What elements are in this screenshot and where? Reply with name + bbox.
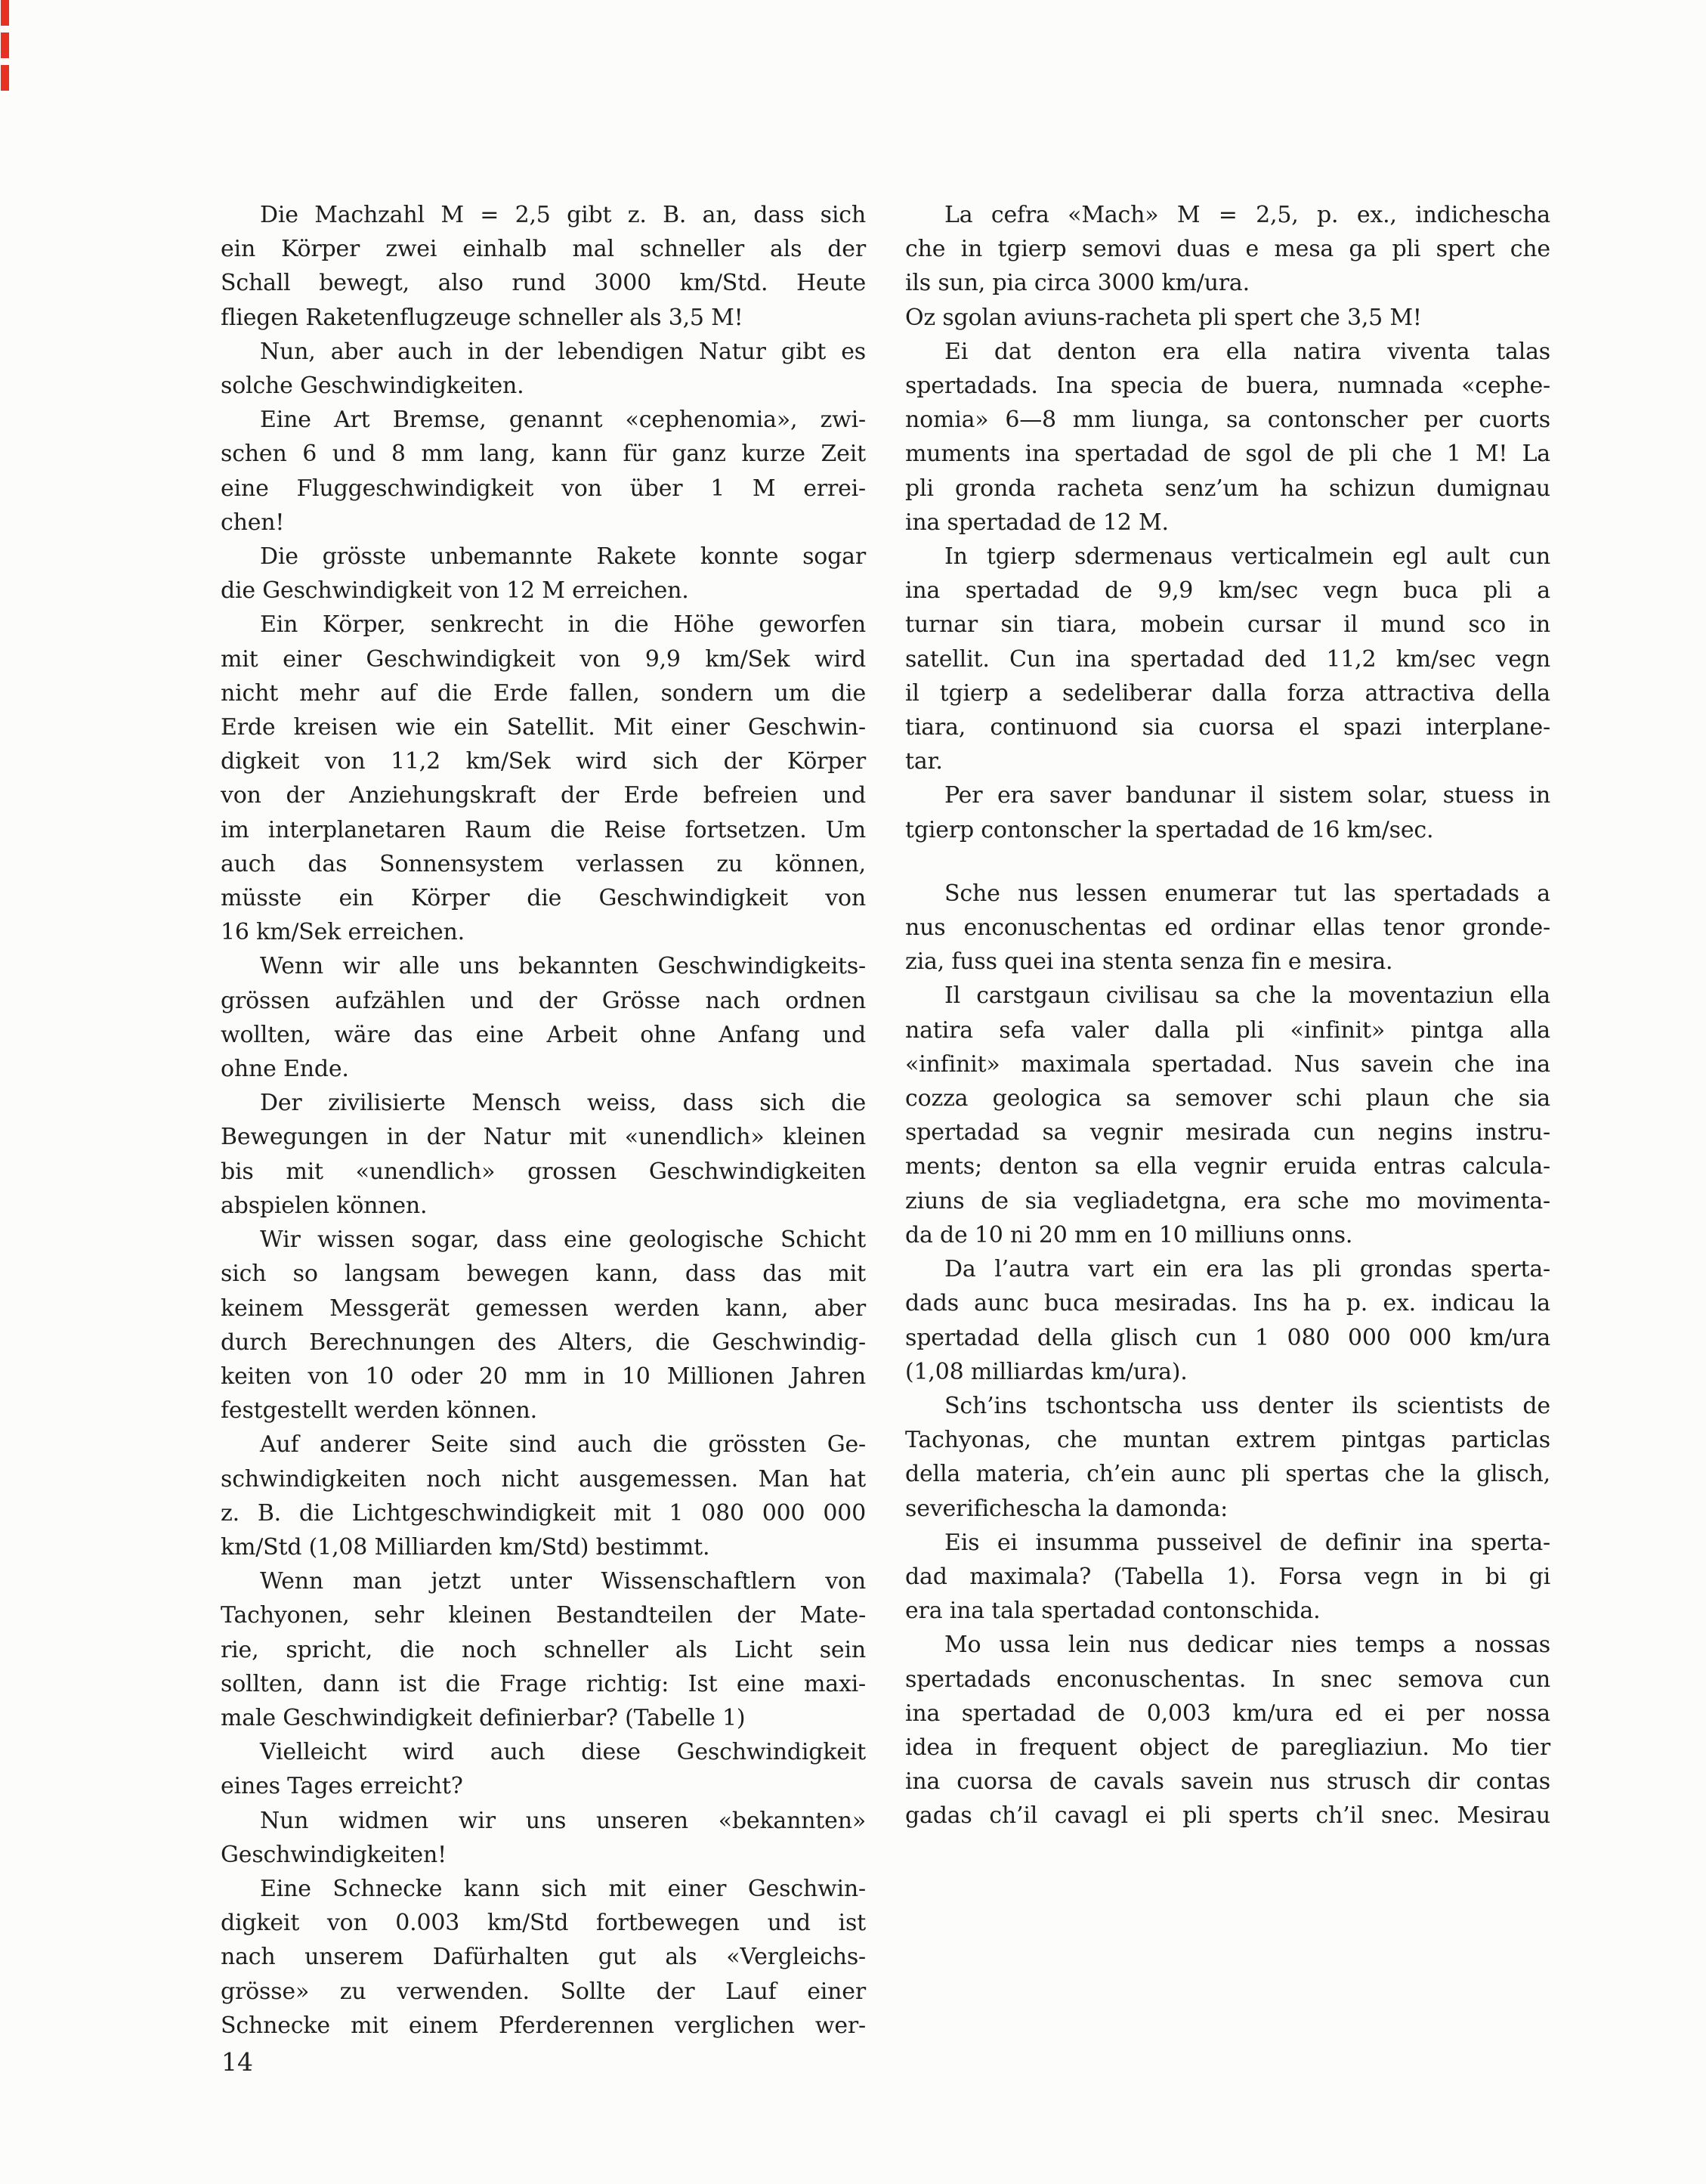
text-columns bbox=[221, 198, 1550, 2043]
text-line: schen 6 und 8 mm lang, kann für ganz kurze Zeit bbox=[221, 441, 866, 468]
text-line: male Geschwindigkeit definierbar? (Tabelle 1) bbox=[221, 1704, 746, 1731]
paragraph bbox=[905, 1628, 1550, 1833]
text-line: wollten, wäre das eine Arbeit ohne Anfang und bbox=[221, 1021, 866, 1048]
paragraph bbox=[221, 1428, 866, 1564]
text-line: Eis ei insumma pusseivel de definir ina sperta- bbox=[944, 1529, 1550, 1556]
text-line: ohne Ende. bbox=[221, 1056, 349, 1083]
text-line: pli gronda racheta senz’um ha schizun dumignau bbox=[905, 475, 1550, 502]
text-line: Die Machzahl M = 2,5 gibt z. B. an, dass sich bbox=[260, 202, 866, 228]
text-line: ein Körper zwei einhalb mal schneller als der bbox=[221, 236, 866, 263]
text-line: rie, spricht, die noch schneller als Licht sein bbox=[221, 1636, 866, 1663]
paragraph bbox=[905, 877, 1550, 979]
text-line: Per era saver bandunar il sistem solar, stuess in bbox=[944, 782, 1550, 809]
text-line: tiara, continuond sia cuorsa el spazi interplane- bbox=[905, 714, 1550, 741]
text-line: Il carstgaun civilisau sa che la moventaziun ella bbox=[944, 982, 1550, 1010]
text-line: (1,08 milliardas km/ura). bbox=[905, 1358, 1188, 1385]
text-line: z. B. die Lichtgeschwindigkeit mit 1 080 000 000 bbox=[221, 1499, 866, 1527]
paragraph bbox=[221, 403, 866, 540]
text-line: schwindigkeiten noch nicht ausgemessen. Man hat bbox=[221, 1465, 866, 1493]
text-line: Eine Art Bremse, genannt «cephenomia», zwi- bbox=[260, 407, 866, 434]
text-line: nus enconuschentas ed ordinar ellas tenor gronde- bbox=[905, 914, 1550, 942]
text-line: Wenn man jetzt unter Wissenschaftlern von bbox=[260, 1568, 866, 1595]
text-line: Sch’ins tschontscha uss denter ils scientists de bbox=[944, 1392, 1550, 1419]
text-line: muments ina spertadad de sgol de pli che 1 M! La bbox=[905, 441, 1550, 468]
registration-mark bbox=[1, 65, 9, 91]
text-line: grössen aufzählen und der Grösse nach ordnen bbox=[221, 987, 866, 1014]
text-line: Tachyonas, che muntan extrem pintgas particlas bbox=[905, 1427, 1550, 1454]
text-line: bis mit «unendlich» grossen Geschwindigkeiten bbox=[221, 1158, 866, 1185]
text-line: km/Std (1,08 Milliarden km/Std) bestimmt. bbox=[221, 1533, 710, 1561]
text-line: Nun widmen wir uns unseren «bekannten» bbox=[260, 1807, 866, 1834]
paragraph bbox=[221, 1086, 866, 1223]
text-line: spertadad sa vegnir mesirada cun negins instru- bbox=[905, 1119, 1550, 1146]
text-line: fliegen Raketenflugzeuge schneller als 3,5 M! bbox=[221, 304, 743, 331]
paragraph bbox=[221, 608, 866, 949]
text-line: nicht mehr auf die Erde fallen, sondern um die bbox=[221, 679, 866, 707]
text-line: idea in frequent object de paregliaziun. Mo tier bbox=[905, 1734, 1550, 1761]
text-line: solche Geschwindigkeiten. bbox=[221, 373, 524, 400]
text-line: Schall bewegt, also rund 3000 km/Std. Heute bbox=[221, 270, 866, 297]
paragraph bbox=[905, 335, 1550, 540]
text-line: Nun, aber auch in der lebendigen Natur gibt es bbox=[260, 338, 866, 365]
registration-mark bbox=[1, 32, 9, 58]
text-line: che in tgierp semovi duas e mesa ga pli spert che bbox=[905, 236, 1550, 263]
text-line: Eine Schnecke kann sich mit einer Geschwin- bbox=[260, 1875, 866, 1902]
paragraph bbox=[221, 1804, 866, 1872]
text-line: eines Tages erreicht? bbox=[221, 1773, 463, 1800]
text-line: im interplanetaren Raum die Reise fortsetzen. Um bbox=[221, 816, 866, 843]
text-line: Vielleicht wird auch diese Geschwindigkeit bbox=[260, 1739, 866, 1766]
paragraph bbox=[905, 1389, 1550, 1526]
text-line: ina spertadad de 12 M. bbox=[905, 509, 1169, 536]
text-line: spertadad della glisch cun 1 080 000 000 km/ura bbox=[905, 1324, 1550, 1351]
paragraph bbox=[905, 198, 1550, 301]
text-line: La cefra «Mach» M = 2,5, p. ex., indichescha bbox=[944, 202, 1550, 228]
text-line: era ina tala spertadad contonschida. bbox=[905, 1598, 1321, 1625]
text-line: Erde kreisen wie ein Satellit. Mit einer Geschwin- bbox=[221, 714, 866, 741]
paragraph-gap bbox=[905, 847, 1550, 877]
text-line: il tgierp a sedeliberar dalla forza attractiva della bbox=[905, 679, 1550, 707]
paragraph bbox=[221, 1735, 866, 1803]
paragraph bbox=[905, 1526, 1550, 1629]
text-line: festgestellt werden können. bbox=[221, 1397, 537, 1425]
text-line: zia, fuss quei ina stenta senza fin e mesira. bbox=[905, 948, 1393, 976]
text-line: Die grösste unbemannte Rakete konnte sogar bbox=[260, 543, 866, 571]
paragraph bbox=[221, 949, 866, 1086]
text-line: dad maximala? (Tabella 1). Forsa vegn in bi gi bbox=[905, 1563, 1550, 1590]
text-line: abspielen können. bbox=[221, 1192, 428, 1219]
text-line: chen! bbox=[221, 509, 285, 536]
text-line: Da l’autra vart ein era las pli grondas sperta- bbox=[944, 1256, 1550, 1283]
text-line: digkeit von 11,2 km/Sek wird sich der Körper bbox=[221, 748, 866, 775]
text-line: della materia, ch’ein aunc pli spertas che la glisch, bbox=[905, 1461, 1550, 1488]
text-line: müsste ein Körper die Geschwindigkeit von bbox=[221, 885, 866, 912]
text-line: Geschwindigkeiten! bbox=[221, 1841, 447, 1868]
text-line: Wir wissen sogar, dass eine geologische Schicht bbox=[260, 1227, 866, 1254]
text-line: keiten von 10 oder 20 mm in 10 Millionen Jahren bbox=[221, 1363, 866, 1390]
text-line: ina spertadad de 0,003 km/ura ed ei per nossa bbox=[905, 1700, 1550, 1727]
text-line: eine Fluggeschwindigkeit von über 1 M errei- bbox=[221, 475, 866, 502]
text-line: Der zivilisierte Mensch weiss, dass sich die bbox=[260, 1090, 866, 1117]
paragraph bbox=[221, 1223, 866, 1428]
text-line: ina spertadad de 9,9 km/sec vegn buca pli a bbox=[905, 577, 1550, 605]
text-line: Tachyonen, sehr kleinen Bestandteilen der Mate- bbox=[221, 1602, 866, 1629]
text-line: Auf anderer Seite sind auch die grössten Ge- bbox=[260, 1431, 866, 1459]
text-line: ina cuorsa de cavals savein nus strusch dir contas bbox=[905, 1768, 1550, 1796]
text-line: spertadads. Ina specia de buera, numnada «cephe- bbox=[905, 373, 1550, 400]
left-column bbox=[221, 198, 866, 2043]
text-line: Ein Körper, senkrecht in die Höhe geworfen bbox=[260, 611, 866, 639]
text-line: nomia» 6—8 mm liunga, sa contonscher per cuorts bbox=[905, 407, 1550, 434]
paragraph bbox=[905, 301, 1550, 335]
text-line: da de 10 ni 20 mm en 10 milliuns onns. bbox=[905, 1221, 1353, 1248]
paragraph bbox=[905, 1252, 1550, 1389]
text-line: durch Berechnungen des Alters, die Geschwindig- bbox=[221, 1329, 866, 1356]
text-line: Wenn wir alle uns bekannten Geschwindigkeits- bbox=[260, 953, 866, 980]
page-number: 14 bbox=[221, 2047, 253, 2077]
text-line: sollten, dann ist die Frage richtig: Ist eine maxi- bbox=[221, 1670, 866, 1697]
text-line: gadas ch’il cavagl ei pli sperts ch’il snec. Mesirau bbox=[905, 1802, 1550, 1830]
text-line: von der Anziehungskraft der Erde befreien und bbox=[221, 782, 866, 809]
text-line: ziuns de sia vegliadetgna, era sche mo movimenta- bbox=[905, 1187, 1550, 1214]
text-line: natira sefa valer dalla pli «infinit» pintga alla bbox=[905, 1016, 1550, 1044]
text-line: turnar sin tiara, mobein cursar il mund sco in bbox=[905, 611, 1550, 639]
text-line: Schnecke mit einem Pferderennen verglichen wer- bbox=[221, 2012, 866, 2039]
registration-mark bbox=[1, 0, 9, 26]
text-line: grösse» zu verwenden. Sollte der Lauf einer bbox=[221, 1978, 866, 2005]
text-line: tar. bbox=[905, 748, 943, 775]
text-line: sich so langsam bewegen kann, dass das mit bbox=[221, 1261, 866, 1288]
text-line: 16 km/Sek erreichen. bbox=[221, 919, 465, 946]
text-line: Mo ussa lein nus dedicar nies temps a nossas bbox=[944, 1632, 1550, 1659]
text-line: nach unserem Dafürhalten gut als «Vergleichs- bbox=[221, 1944, 866, 1971]
right-column bbox=[905, 198, 1550, 2043]
text-line: die Geschwindigkeit von 12 M erreichen. bbox=[221, 577, 689, 605]
paragraph bbox=[221, 1564, 866, 1735]
text-line: keinem Messgerät gemessen werden kann, aber bbox=[221, 1295, 866, 1322]
paragraph bbox=[905, 778, 1550, 846]
paragraph bbox=[905, 979, 1550, 1252]
text-line: «infinit» maximala spertadad. Nus savein che ina bbox=[905, 1050, 1550, 1078]
text-line: digkeit von 0.003 km/Std fortbewegen und ist bbox=[221, 1910, 866, 1937]
text-line: mit einer Geschwindigkeit von 9,9 km/Sek wird bbox=[221, 645, 866, 673]
text-line: cozza geologica sa semover schi plaun che sia bbox=[905, 1085, 1550, 1112]
paragraph bbox=[905, 540, 1550, 778]
text-line: Oz sgolan aviuns-racheta pli spert che 3,5 M! bbox=[905, 304, 1422, 331]
text-line: ils sun, pia circa 3000 km/ura. bbox=[905, 270, 1250, 297]
text-line: Sche nus lessen enumerar tut las spertadads a bbox=[944, 880, 1550, 907]
text-line: tgierp contonscher la spertadad de 16 km/sec. bbox=[905, 816, 1434, 843]
text-line: Ei dat denton era ella natira viventa talas bbox=[944, 338, 1550, 365]
text-line: In tgierp sdermenaus verticalmein egl ault cun bbox=[944, 543, 1550, 571]
paragraph bbox=[221, 1872, 866, 2043]
paragraph bbox=[221, 198, 866, 335]
paragraph bbox=[221, 335, 866, 403]
text-line: severifichescha la damonda: bbox=[905, 1495, 1229, 1522]
text-line: spertadads enconuschentas. In snec semova cun bbox=[905, 1666, 1550, 1693]
text-line: satellit. Cun ina spertadad ded 11,2 km/sec vegn bbox=[905, 645, 1550, 673]
text-line: dads aunc buca mesiradas. Ins ha p. ex. indicau la bbox=[905, 1290, 1550, 1317]
text-line: auch das Sonnensystem verlassen zu können, bbox=[221, 850, 866, 877]
paragraph bbox=[221, 540, 866, 608]
registration-marks bbox=[1, 0, 10, 97]
text-line: Bewegungen in der Natur mit «unendlich» kleinen bbox=[221, 1124, 866, 1151]
text-line: ments; denton sa ella vegnir eruida entras calcula- bbox=[905, 1153, 1550, 1180]
